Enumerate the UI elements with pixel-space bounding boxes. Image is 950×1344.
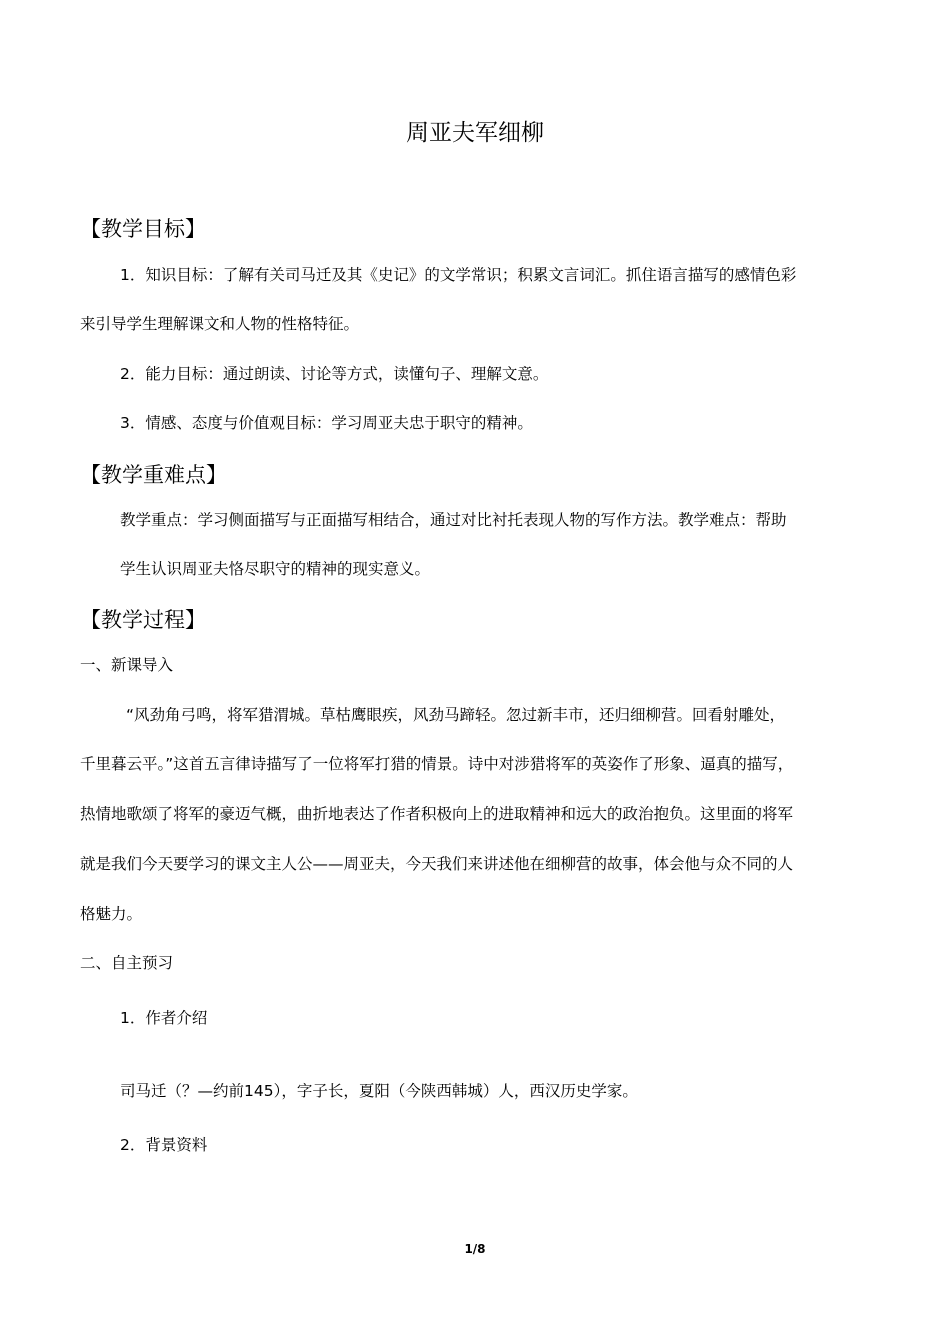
objective-item-1-line-2: 来引导学生理解课文和人物的性格特征。: [80, 315, 360, 333]
preview-sub-heading-background: 2．背景资料: [120, 1136, 208, 1154]
intro-paragraph-line-3: 热情地歌颂了将军的豪迈气概，曲折地表达了作者积极向上的进取精神和远大的政治抱负。这里面的将军: [80, 805, 794, 823]
document-title: 周亚夫军细柳: [406, 120, 544, 146]
intro-paragraph-line-5: 格魅力。: [80, 905, 143, 923]
key-points-line-2: 学生认识周亚夫恪尽职守的精神的现实意义。: [120, 560, 431, 578]
page-number: 1/8: [464, 1242, 486, 1256]
section-heading-process: 【教学过程】: [80, 608, 206, 632]
objective-item-1-line-1: 1．知识目标：了解有关司马迁及其《史记》的文学常识；积累文言词汇。抓住语言描写的感情色彩: [120, 266, 797, 284]
intro-paragraph-line-4: 就是我们今天要学习的课文主人公——周亚夫，今天我们来讲述他在细柳营的故事，体会他与众不同的人: [80, 855, 794, 873]
section-heading-key-points: 【教学重难点】: [80, 463, 227, 487]
preview-sub-heading-author: 1．作者介绍: [120, 1009, 208, 1027]
author-intro-text: 司马迁（？—约前145），字子长，夏阳（今陕西韩城）人，西汉历史学家。: [120, 1082, 638, 1100]
key-points-line-1: 教学重点：学习侧面描写与正面描写相结合，通过对比衬托表现人物的写作方法。教学难点：帮助: [120, 511, 787, 529]
process-part-1-heading: 一、新课导入: [80, 656, 174, 674]
process-part-2-heading: 二、自主预习: [80, 954, 174, 972]
objective-item-3: 3．情感、态度与价值观目标：学习周亚夫忠于职守的精神。: [120, 414, 533, 432]
objective-item-2: 2．能力目标：通过朗读、讨论等方式，读懂句子、理解文意。: [120, 365, 549, 383]
intro-paragraph-line-1: “风劲角弓鸣，将军猎渭城。草枯鹰眼疾，风劲马蹄轻。忽过新丰市，还归细柳营。回看射雕处，: [126, 706, 786, 724]
section-heading-objectives: 【教学目标】: [80, 217, 206, 241]
intro-paragraph-line-2: 千里暮云平。”这首五言律诗描写了一位将军打猎的情景。诗中对涉猎将军的英姿作了形象、逼真的描写，: [80, 755, 794, 773]
